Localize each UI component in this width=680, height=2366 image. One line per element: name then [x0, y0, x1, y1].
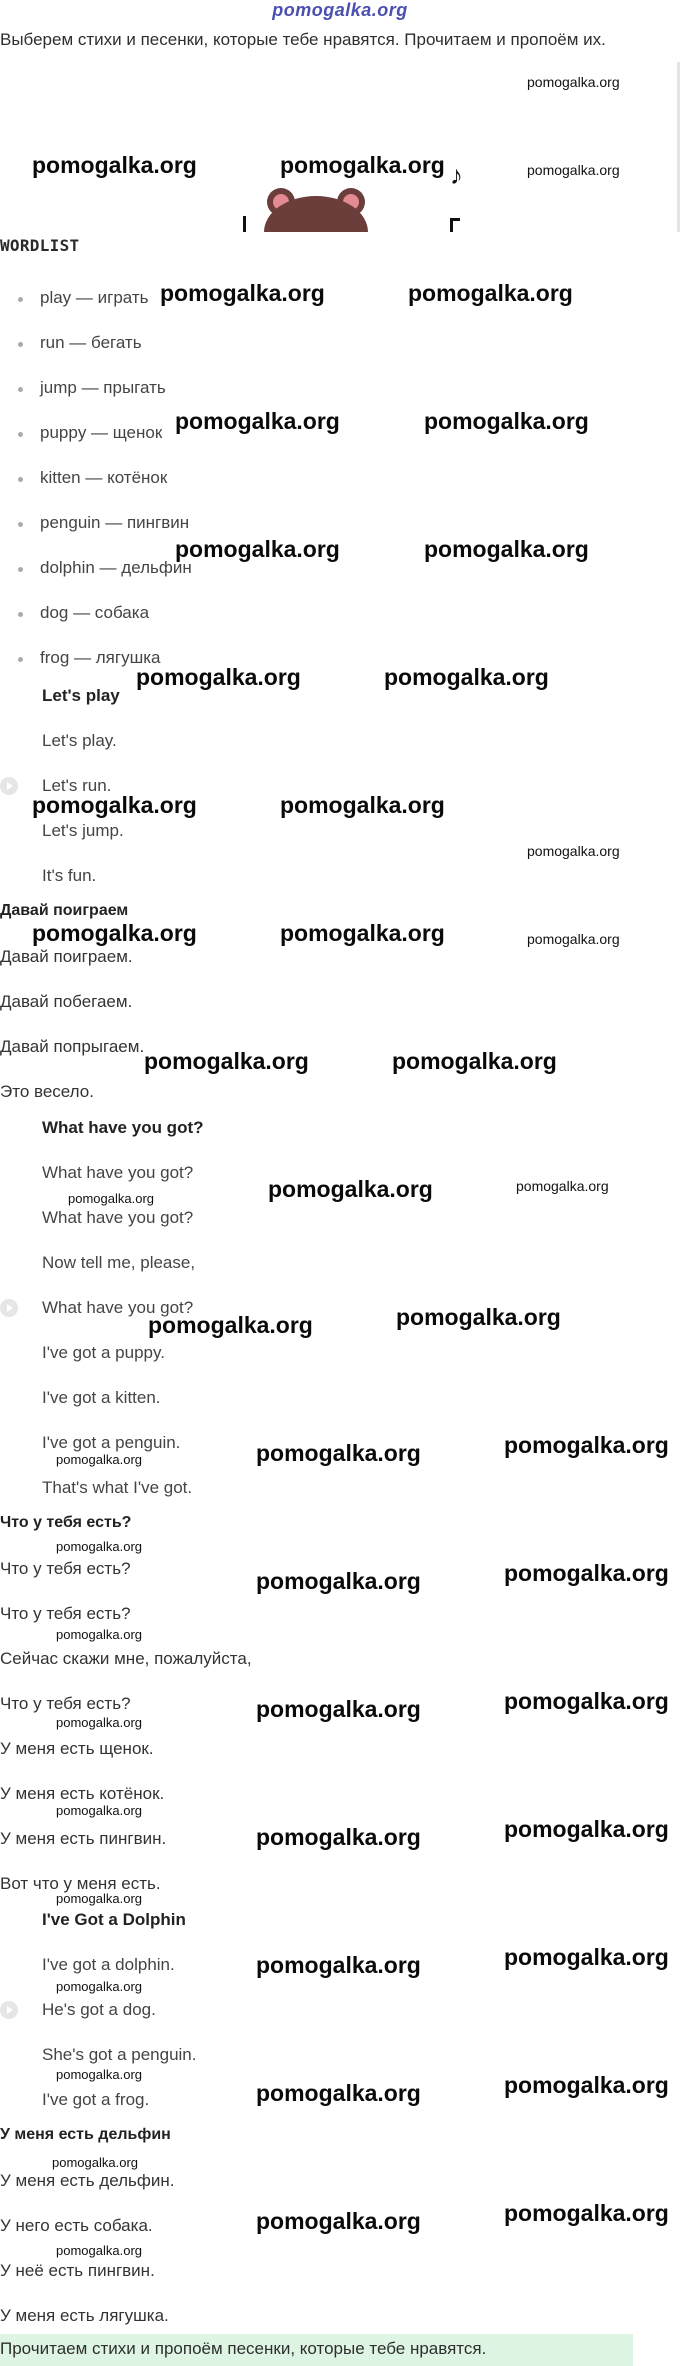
watermark: pomogalka.org — [56, 1539, 142, 1554]
watermark: pomogalka.org — [504, 1816, 669, 1842]
song-line: Let's play. — [42, 731, 117, 750]
watermark: pomogalka.org — [504, 2200, 669, 2226]
watermark: pomogalka.org — [56, 1803, 142, 1818]
watermark: pomogalka.org — [392, 1048, 557, 1074]
watermark: pomogalka.org — [504, 2072, 669, 2098]
word-item: penguin — пингвин — [18, 513, 192, 558]
watermark: pomogalka.org — [527, 843, 620, 859]
song-title: I've Got a Dolphin — [42, 1910, 186, 1929]
play-audio-button[interactable] — [0, 777, 18, 795]
song-line: I've got a puppy. — [42, 1343, 165, 1362]
watermark: pomogalka.org — [527, 162, 620, 178]
word-item: run — бегать — [18, 333, 192, 378]
translation-line: У меня есть щенок. — [0, 1739, 154, 1758]
word-item: kitten — котёнок — [18, 468, 192, 513]
song-line: I've got a frog. — [42, 2090, 150, 2109]
translation-line: Что у тебя есть? — [0, 1604, 131, 1623]
song-line: He's got a dog. — [42, 2000, 156, 2019]
watermark: pomogalka.org — [256, 2208, 421, 2234]
wordlist — [18, 288, 192, 693]
translation-line: У неё есть пингвин. — [0, 2261, 155, 2280]
watermark: pomogalka.org — [280, 792, 445, 818]
song-line: What have you got? — [42, 1163, 194, 1182]
watermark: pomogalka.org — [68, 1191, 154, 1206]
watermark: pomogalka.org — [516, 1178, 609, 1194]
watermark: pomogalka.org — [32, 792, 197, 818]
watermark: pomogalka.org — [256, 1824, 421, 1850]
song-line: It's fun. — [42, 866, 97, 885]
play-audio-button[interactable] — [0, 1299, 18, 1317]
song-line: Let's jump. — [42, 821, 124, 840]
song-line: I've got a dolphin. — [42, 1955, 175, 1974]
translation-line: Это весело. — [0, 1082, 94, 1101]
watermark: pomogalka.org — [175, 536, 340, 562]
word-item: puppy — щенок — [18, 423, 192, 468]
watermark: pomogalka.org — [256, 1440, 421, 1466]
song-line: Let's run. — [42, 776, 112, 795]
translation-title: Давай поиграем — [0, 902, 129, 919]
watermark: pomogalka.org — [56, 1627, 142, 1642]
translation-line: Давай попрыгаем. — [0, 1037, 145, 1056]
translation-line: У него есть собака. — [0, 2216, 153, 2235]
watermark: pomogalka.org — [32, 920, 197, 946]
watermark: pomogalka.org — [175, 408, 340, 434]
watermark: pomogalka.org — [504, 1944, 669, 1970]
song-title: Let's play — [42, 686, 120, 705]
watermark: pomogalka.org — [408, 280, 573, 306]
watermark: pomogalka.org — [527, 931, 620, 947]
watermark: pomogalka.org — [56, 2243, 142, 2258]
site-logo[interactable]: pomogalka.org — [272, 0, 408, 20]
translation-line: У меня есть пингвин. — [0, 1829, 167, 1848]
watermark: pomogalka.org — [256, 1696, 421, 1722]
word-item: jump — прыгать — [18, 378, 192, 423]
watermark: pomogalka.org — [56, 1891, 142, 1906]
watermark: pomogalka.org — [384, 664, 549, 690]
word-item: frog — лягушка — [18, 648, 192, 693]
translation-title: Что у тебя есть? — [0, 1514, 132, 1531]
watermark: pomogalka.org — [504, 1560, 669, 1586]
watermark: pomogalka.org — [280, 920, 445, 946]
song-line: Now tell me, please, — [42, 1253, 196, 1272]
translation-line: Вот что у меня есть. — [0, 1874, 161, 1893]
watermark: pomogalka.org — [268, 1176, 433, 1202]
watermark: pomogalka.org — [504, 1432, 669, 1458]
play-audio-button[interactable] — [0, 2001, 18, 2019]
translation-title: У меня есть дельфин — [0, 2126, 171, 2143]
watermark: pomogalka.org — [396, 1304, 561, 1330]
watermark: pomogalka.org — [280, 152, 445, 178]
song-line: I've got a kitten. — [42, 1388, 161, 1407]
bear-illustration — [240, 180, 470, 232]
watermark: pomogalka.org — [256, 1568, 421, 1594]
wordlist-title: WORDLIST — [0, 236, 80, 255]
translation-line: Давай поиграем. — [0, 947, 133, 966]
watermark: pomogalka.org — [160, 280, 325, 306]
translation-line: Давай побегаем. — [0, 992, 133, 1011]
song-line: What have you got? — [42, 1298, 194, 1317]
watermark: pomogalka.org — [144, 1048, 309, 1074]
translation-line: Что у тебя есть? — [0, 1559, 131, 1578]
word-item: play — играть — [18, 288, 192, 333]
watermark: pomogalka.org — [32, 152, 197, 178]
watermark: pomogalka.org — [56, 2067, 142, 2082]
translation-line: У меня есть лягушка. — [0, 2306, 169, 2325]
watermark: pomogalka.org — [148, 1312, 313, 1338]
song-line: What have you got? — [42, 1208, 194, 1227]
watermark: pomogalka.org — [136, 664, 301, 690]
watermark: pomogalka.org — [527, 74, 620, 90]
watermark: pomogalka.org — [424, 536, 589, 562]
watermark: pomogalka.org — [256, 1952, 421, 1978]
word-item: dog — собака — [18, 603, 192, 648]
translation-line: У меня есть дельфин. — [0, 2171, 175, 2190]
word-item: dolphin — дельфин — [18, 558, 192, 603]
song-line: She's got a penguin. — [42, 2045, 197, 2064]
watermark: pomogalka.org — [424, 408, 589, 434]
translation-line: Сейчас скажи мне, пожалуйста, — [0, 1649, 252, 1668]
watermark: pomogalka.org — [56, 1979, 142, 1994]
watermark: pomogalka.org — [504, 1688, 669, 1714]
watermark: pomogalka.org — [256, 2080, 421, 2106]
translation-line: Что у тебя есть? — [0, 1694, 131, 1713]
song-line: That's what I've got. — [42, 1478, 193, 1497]
footer-text: Прочитаем стихи и пропоём песенки, которые тебе нравятся. — [0, 2339, 487, 2358]
translation-line: У меня есть котёнок. — [0, 1784, 165, 1803]
watermark: pomogalka.org — [56, 1715, 142, 1730]
intro-text: Выберем стихи и песенки, которые тебе нравятся. Прочитаем и пропоём их. — [0, 30, 606, 49]
song-title: What have you got? — [42, 1118, 204, 1137]
watermark: pomogalka.org — [52, 2155, 138, 2170]
watermark: pomogalka.org — [56, 1452, 142, 1467]
song-line: I've got a penguin. — [42, 1433, 181, 1452]
music-note-icon: ♪ — [450, 160, 463, 190]
